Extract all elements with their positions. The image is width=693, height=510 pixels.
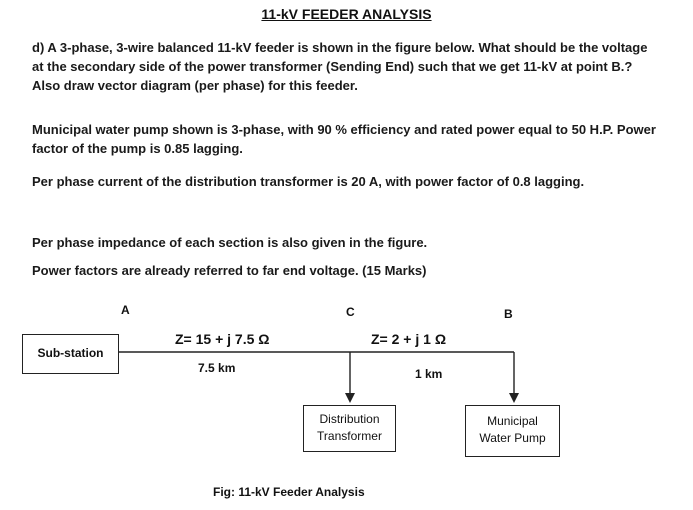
section2-length: 1 km	[415, 367, 443, 381]
substation-box	[22, 334, 119, 374]
point-b-label: B	[504, 307, 513, 321]
figure-caption: Fig: 11-kV Feeder Analysis	[213, 485, 365, 499]
distribution-transformer-line1: Distribution	[319, 412, 380, 426]
section1-length: 7.5 km	[198, 361, 236, 375]
water-pump-box	[465, 405, 560, 457]
transformer-current-specification: Per phase current of the distribution transformer is 20 A, with power factor of 0.8 lagging.	[32, 174, 585, 189]
point-c-label: C	[346, 305, 355, 319]
page-title: 11-kV FEEDER ANALYSIS	[261, 6, 432, 22]
distribution-transformer-line2: Transformer	[317, 429, 382, 443]
power-factor-note: Power factors are already referred to far end voltage. (15 Marks)	[32, 263, 427, 278]
pump-specification: Municipal water pump shown is 3-phase, with 90 % efficiency and rated power equal to 50 H.P. Power factor of the pump is 0.85 lagging.	[32, 122, 656, 156]
section1-impedance: Z= 15 + j 7.5 Ω	[175, 331, 270, 347]
point-a-label: A	[121, 303, 130, 317]
impedance-note: Per phase impedance of each section is also given in the figure.	[32, 235, 428, 250]
water-pump-line2: Water Pump	[479, 431, 546, 445]
distribution-transformer-box	[303, 405, 396, 452]
arrow-head-pump	[509, 393, 519, 403]
arrow-head-distribution	[345, 393, 355, 403]
water-pump-line1: Municipal	[487, 414, 538, 428]
substation-label: Sub-station	[37, 346, 104, 360]
section2-impedance: Z= 2 + j 1 Ω	[371, 331, 447, 347]
question-statement: d) A 3-phase, 3-wire balanced 11-kV feeder is shown in the figure below. What should be the voltage at the secondary side of the power transformer (Sending End) such that we get 11-kV at point B.? Also draw vector diagram (per phase) for this feeder.	[32, 40, 648, 93]
